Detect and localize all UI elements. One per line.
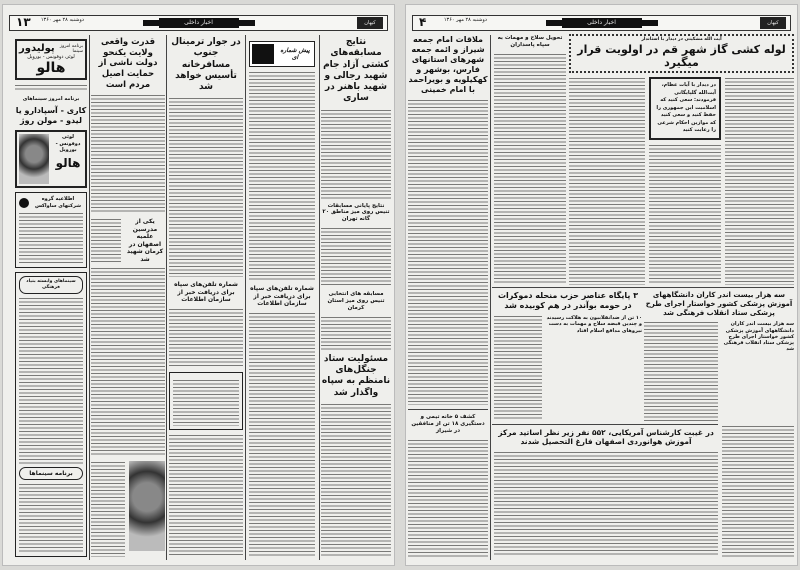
- headline-gas: لوله کشی گاز شهر قم در اولویت قرار میگیرد: [577, 42, 786, 70]
- headline-power: قدرت واقعی ولایت یکنحو دولت ناشی از حمایت اصیل مردم است: [98, 37, 158, 90]
- article-body: [249, 71, 315, 281]
- article-body: [169, 308, 243, 368]
- page-header: [412, 15, 791, 31]
- section-label: اخبار داخلی: [562, 18, 642, 28]
- ad-text: لوئی دوفونس - بورویل: [55, 134, 81, 153]
- column-rule: [319, 35, 320, 560]
- section-label: اخبار داخلی: [159, 18, 239, 28]
- article-body: [91, 461, 125, 557]
- medical-continued: [722, 425, 794, 557]
- headline-imam: ملاقات امام جمعه شیراز و ائمه جمعه شهرهای استانهای فارس، بوشهر و کهکیلویه و بویراحمد با امام خمینی: [408, 35, 488, 94]
- article-body: [321, 403, 391, 557]
- ad-title: پولیدور: [19, 43, 55, 54]
- headline-medical: سه هزار بیست اندر کاران دانشگاههای آموزش پزشکی کشور خواستار اجرای طرح پزشکی ستاد انقلاب فرهنگی شد: [645, 291, 793, 317]
- listing-title: برنامه سینماها: [19, 467, 83, 481]
- portrait-photo: [129, 461, 165, 551]
- article-body: [249, 312, 315, 558]
- article-body: [321, 316, 391, 350]
- section-rule: [492, 424, 718, 425]
- article-body: [494, 451, 718, 557]
- headline-democrat: ۳ پایگاه عناصر حزب منحله دموکرات در حومه بوآندر در هم کوبیده شد: [497, 291, 638, 310]
- ad-photo: [19, 134, 49, 184]
- notice-savax: [15, 192, 87, 268]
- headline-kicker: آیت الله مشکینی در دیدار با استاندار: [641, 37, 722, 42]
- section-rule: [408, 409, 488, 410]
- article-body: [91, 267, 165, 457]
- top-right-block: [569, 34, 794, 285]
- article-body: [321, 109, 391, 199]
- page-date: دوشنبه ۲۸ مهر ۱۳۶۰: [40, 17, 84, 23]
- column-rule: [89, 35, 90, 560]
- quote-box: [649, 77, 721, 140]
- column-rule: [245, 35, 246, 560]
- article-body: [494, 315, 542, 421]
- column-rule: [166, 35, 167, 560]
- ad-title: هالو: [55, 156, 81, 170]
- arrow-icon: [19, 198, 29, 208]
- page-number: ۴: [419, 15, 427, 29]
- ad-title: کاری - آسپادارو یا لیدو - مولن روژ: [15, 106, 87, 126]
- notice-title: اطلاعیه گروه شرکتهای ساواکس: [34, 196, 82, 209]
- page-number: ۱۳: [16, 15, 31, 29]
- headline-tennis: نتایج پایانی مسابقات تنیس روی میز مناطق ۲۰ گانه تهران: [322, 202, 390, 223]
- ad-title: هالو: [36, 60, 66, 76]
- quote-text: در دیدار با آیات عظام، آیت‌الله گلپایگانی فرمودند: سعی کنید که اسلامیت این جمهوری را حفظ کنید و سعی کنید که موازین احکام شرعی را رعایت کنید: [656, 82, 716, 134]
- headline-sepah-phones: شماره تلفن‌های سپاه برای دریافت خبر از سازمان اطلاعات: [174, 281, 238, 304]
- article-body: [169, 97, 243, 277]
- newspaper-page-13: [2, 4, 395, 566]
- article-body: [722, 425, 794, 557]
- listing-title: سینماهای وابسته بنیاد فرهنگی: [19, 276, 83, 293]
- ad-hello: [15, 130, 87, 188]
- page-header: [9, 15, 388, 31]
- article-body: [569, 77, 645, 285]
- headline-aviation: در غیبت کارشناس آمریکایی، ۵۵۲ نفر زیر نظر اساتید مرکز آموزش هوانوردی اصفهان فارغ التحصیل شدند: [498, 428, 714, 447]
- headline-weapons: تحویل سلاح و مهمات به سپاه پاسداران: [497, 35, 563, 48]
- article-body: [91, 218, 121, 263]
- article-body: [321, 227, 391, 287]
- article-body: [494, 53, 566, 285]
- column-weapons: [494, 35, 566, 285]
- ad-text: [15, 84, 87, 92]
- article-body: [169, 434, 243, 557]
- column-imam: [408, 35, 488, 557]
- iran-map-icon: [252, 44, 274, 64]
- headline-box-gas: [569, 34, 794, 73]
- headline-teacher: یکی از مدرسین علمیه اصفهان در کرمان شهید شد: [126, 218, 164, 263]
- lead-democrat: ۱۰ تن از ضدانقلابیون به هلاکت رسیدند و چندین قبضه سلاح و مهمات به دست نیروهای مدافع اسلام افتاد: [546, 315, 642, 334]
- column-4: [91, 37, 165, 557]
- headline-forest: مسئولیت ستاد جنگل‌های نامنظم به سپاه واگذار شد: [321, 353, 391, 398]
- headline-tennis-kerman: مسابقه های انتخابی تنیس روی میز استان کرمان: [327, 291, 385, 311]
- column-logo-box: [249, 41, 315, 67]
- article-body: [408, 99, 488, 405]
- article-body: [408, 439, 488, 557]
- article-body: [649, 144, 721, 285]
- ad-text: لوئی دوفونس - بورویل: [27, 54, 75, 60]
- headline-wrestling: نتایج مسابقه‌های کشتی آزاد جام شهید رجالی و شهید باهنر در ساری: [323, 37, 389, 104]
- newspaper-logo: کیهان: [357, 17, 383, 29]
- ad-text: برنامه امروز سینما: [59, 43, 83, 54]
- article-body: [91, 94, 165, 214]
- lead-medical: سه هزار بیست اندر کاران دانشگاههای آموزش پزشکی کشور خواستار اجرای طرح پزشکی ستاد انقلاب فرهنگی شد: [723, 321, 794, 353]
- page-date: دوشنبه ۲۸ مهر ۱۳۶۰: [443, 17, 487, 23]
- aviation-block: [494, 428, 718, 557]
- headline-teams: کشف ۵ خانه تیمی و دستگیری ۱۸ تن از منافقین در شیراز: [411, 414, 485, 435]
- column-3: [169, 37, 243, 557]
- headline-column-item: شماره تلفن‌های سپاه برای دریافت خبر از سازمان اطلاعات: [250, 285, 314, 307]
- medical-block: [644, 291, 794, 421]
- ad-subtitle: برنامه امروز سینماهای: [22, 96, 80, 102]
- newspaper-logo: کیهان: [760, 17, 786, 29]
- headline-south-terminal: در جوار ترمینال جنوب مسافرخانه تأسیس خواهد شد: [171, 37, 241, 92]
- column-title: پیش شماره ای: [280, 46, 310, 61]
- column-rule: [490, 35, 491, 560]
- cinemas-listing: [15, 272, 87, 557]
- column-2: [249, 41, 315, 557]
- ad-polydor: [15, 39, 87, 80]
- article-body: [644, 321, 718, 421]
- ads-column: [15, 39, 87, 557]
- democrat-block: [494, 291, 642, 421]
- article-body: [725, 77, 794, 285]
- column-1: [321, 37, 391, 557]
- section-rule: [492, 287, 794, 288]
- notice-box: [169, 372, 243, 430]
- newspaper-page-4: [405, 4, 798, 566]
